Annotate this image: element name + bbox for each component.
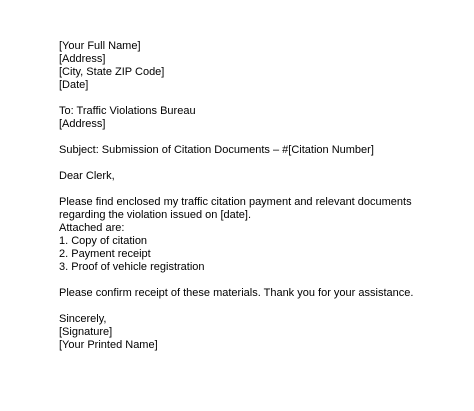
- signoff-printed-name: [Your Printed Name]: [59, 339, 158, 351]
- signoff-block: [59, 313, 459, 352]
- sender-date: [Date]: [59, 79, 89, 91]
- spacer: [59, 157, 459, 170]
- body-paragraph: [59, 196, 459, 274]
- recipient-address: [Address]: [59, 118, 106, 130]
- signoff-closing: Sincerely,: [59, 313, 107, 325]
- spacer: [59, 183, 459, 196]
- recipient-to: To: Traffic Violations Bureau: [59, 105, 196, 117]
- sender-address: [Address]: [59, 53, 106, 65]
- spacer: [59, 92, 459, 105]
- signoff-signature: [Signature]: [59, 326, 113, 338]
- salutation-block: [59, 170, 459, 183]
- attached-label: Attached are:: [59, 222, 125, 234]
- spacer: [59, 131, 459, 144]
- spacer: [59, 300, 459, 313]
- sender-name: [Your Full Name]: [59, 40, 141, 52]
- sender-city-state-zip: [City, State ZIP Code]: [59, 66, 165, 78]
- attachment-item: 2. Payment receipt: [59, 248, 151, 260]
- sender-block: [59, 40, 459, 92]
- attachment-item: 3. Proof of vehicle registration: [59, 261, 205, 273]
- body-line-2: regarding the violation issued on [date].: [59, 209, 252, 221]
- recipient-block: [59, 105, 459, 131]
- salutation: Dear Clerk,: [59, 170, 115, 182]
- letter-document: [59, 40, 459, 352]
- subject-block: [59, 144, 459, 157]
- subject-line: Subject: Submission of Citation Documents – #[Citation Number]: [59, 144, 374, 156]
- body-line-1: Please find enclosed my traffic citation payment and relevant documents: [59, 196, 412, 208]
- spacer: [59, 274, 459, 287]
- attachment-item: 1. Copy of citation: [59, 235, 148, 247]
- closing-paragraph: Please confirm receipt of these materials. Thank you for your assistance.: [59, 287, 414, 299]
- closing-paragraph-block: [59, 287, 459, 300]
